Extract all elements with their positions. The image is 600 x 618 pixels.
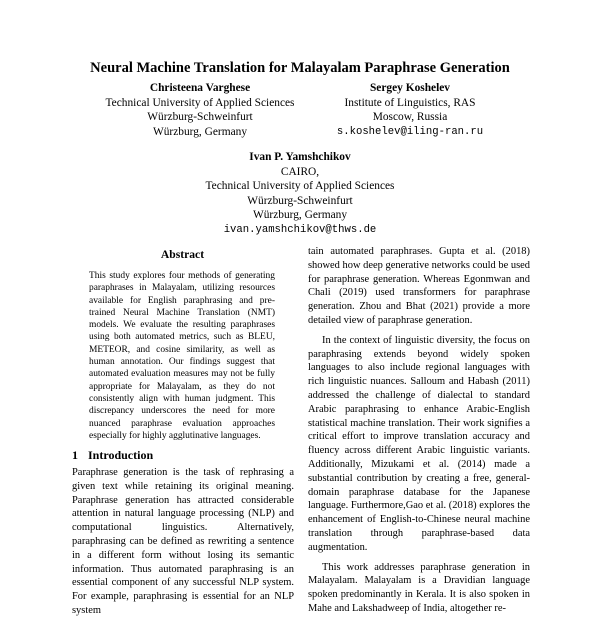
author-block-2 [310, 81, 510, 139]
author-affiliation: Technical University of Applied Sciences [205, 180, 395, 193]
author-affiliation: Würzburg-Schweinfurt [147, 111, 253, 124]
section-title: Introduction [88, 448, 154, 462]
author-affiliation: Moscow, Russia [372, 111, 448, 124]
author-affiliation: Würzburg-Schweinfurt [247, 194, 353, 207]
author-affiliation: Würzburg, Germany [152, 125, 248, 138]
abstract-heading: Abstract [160, 248, 205, 261]
author-name: Christeena Varghese [149, 82, 251, 94]
left-column-body [72, 466, 294, 618]
abstract-text: This study explores four methods of generating paraphrases in Malayalam, utilizing resources available for English paraphrasing and pre-trained Neural Machine Translation (NMT) models. We evaluate the resulting paraphrases using both automated metrics, such as BLEU, METEOR, and cosine similarity, as well as human annotation. Our findings suggest that automated evaluation measures may not be fully appropriate for Malayalam, as they do not consistently align with human judgment. This discrepancy underscores the need for more nuanced paraphrase evaluation approaches especially for highly agglutinative languages. [89, 271, 275, 441]
section-heading [72, 448, 153, 463]
body-paragraph: tain automated paraphrases. Gupta et al. (2018) showed how deep generative networks could be used for paraphrase generation. Whereas Egonmwan and Chali (2019) used transformers for paraphrase generation. Zhou and Bhat (2021) provide a more detailed view of paraphrase generation. [308, 246, 530, 326]
author-affiliation: Würzburg, Germany [252, 209, 348, 222]
body-paragraph: Paraphrase generation is the task of rephrasing a given text while retaining its original meaning. Paraphrase generation has attracted considerable attention in natural language processing (NLP) and computational linguistics. Alternatively, paraphrasing can be defined as rewriting a sentence in a different form without losing its semantic information. Thus automated paraphrasing is an essential component of any successful NLP system. For example, paraphrasing is essential for an NLP system [72, 467, 294, 616]
right-column-body [308, 245, 530, 616]
author-affiliation: Technical University of Applied Sciences [105, 96, 295, 109]
author-block-3 [180, 150, 420, 238]
author-name: Ivan P. Yamshchikov [249, 151, 351, 163]
body-paragraph: In the context of linguistic diversity, the focus on paraphrasing extends beyond widely spoken languages to also include regional languages with rich linguistic nuances. Salloum and Habash (2011) addressed the challenge of dialectal to standard Arabic paraphrasing to enhance Arabic-English statistical machine translation. Their work signifies a critical effort to improve translation accuracy and fluency across different Arabic linguistic variants. Additionally, Mizukami et al. (2014) made a substantial contribution by creating a free, general-domain paraphrase database for the Japanese language. Furthermore,Gao et al. (2018) explores the enhancement of English-to-Chinese neural machine translation through paraphrase-based data augmentation. [308, 334, 530, 553]
author-name: Sergey Koshelev [369, 82, 451, 94]
author-affiliation: Institute of Linguistics, RAS [344, 96, 476, 109]
author-block-1 [95, 81, 305, 139]
author-email[interactable]: s.koshelev@iling-ran.ru [336, 125, 484, 138]
paper-title: Neural Machine Translation for Malayalam Paraphrase Generation [90, 60, 510, 76]
section-number: 1 [72, 448, 78, 462]
author-email[interactable]: ivan.yamshchikov@thws.de [223, 223, 377, 236]
body-paragraph: This work addresses paraphrase generation in Malayalam. Malayalam is a Dravidian language spoken predominantly in Kerala. It is also spoken in Mahe and Lakshadweep of India, altogether re- [308, 561, 530, 614]
author-affiliation: CAIRO, [280, 165, 320, 178]
